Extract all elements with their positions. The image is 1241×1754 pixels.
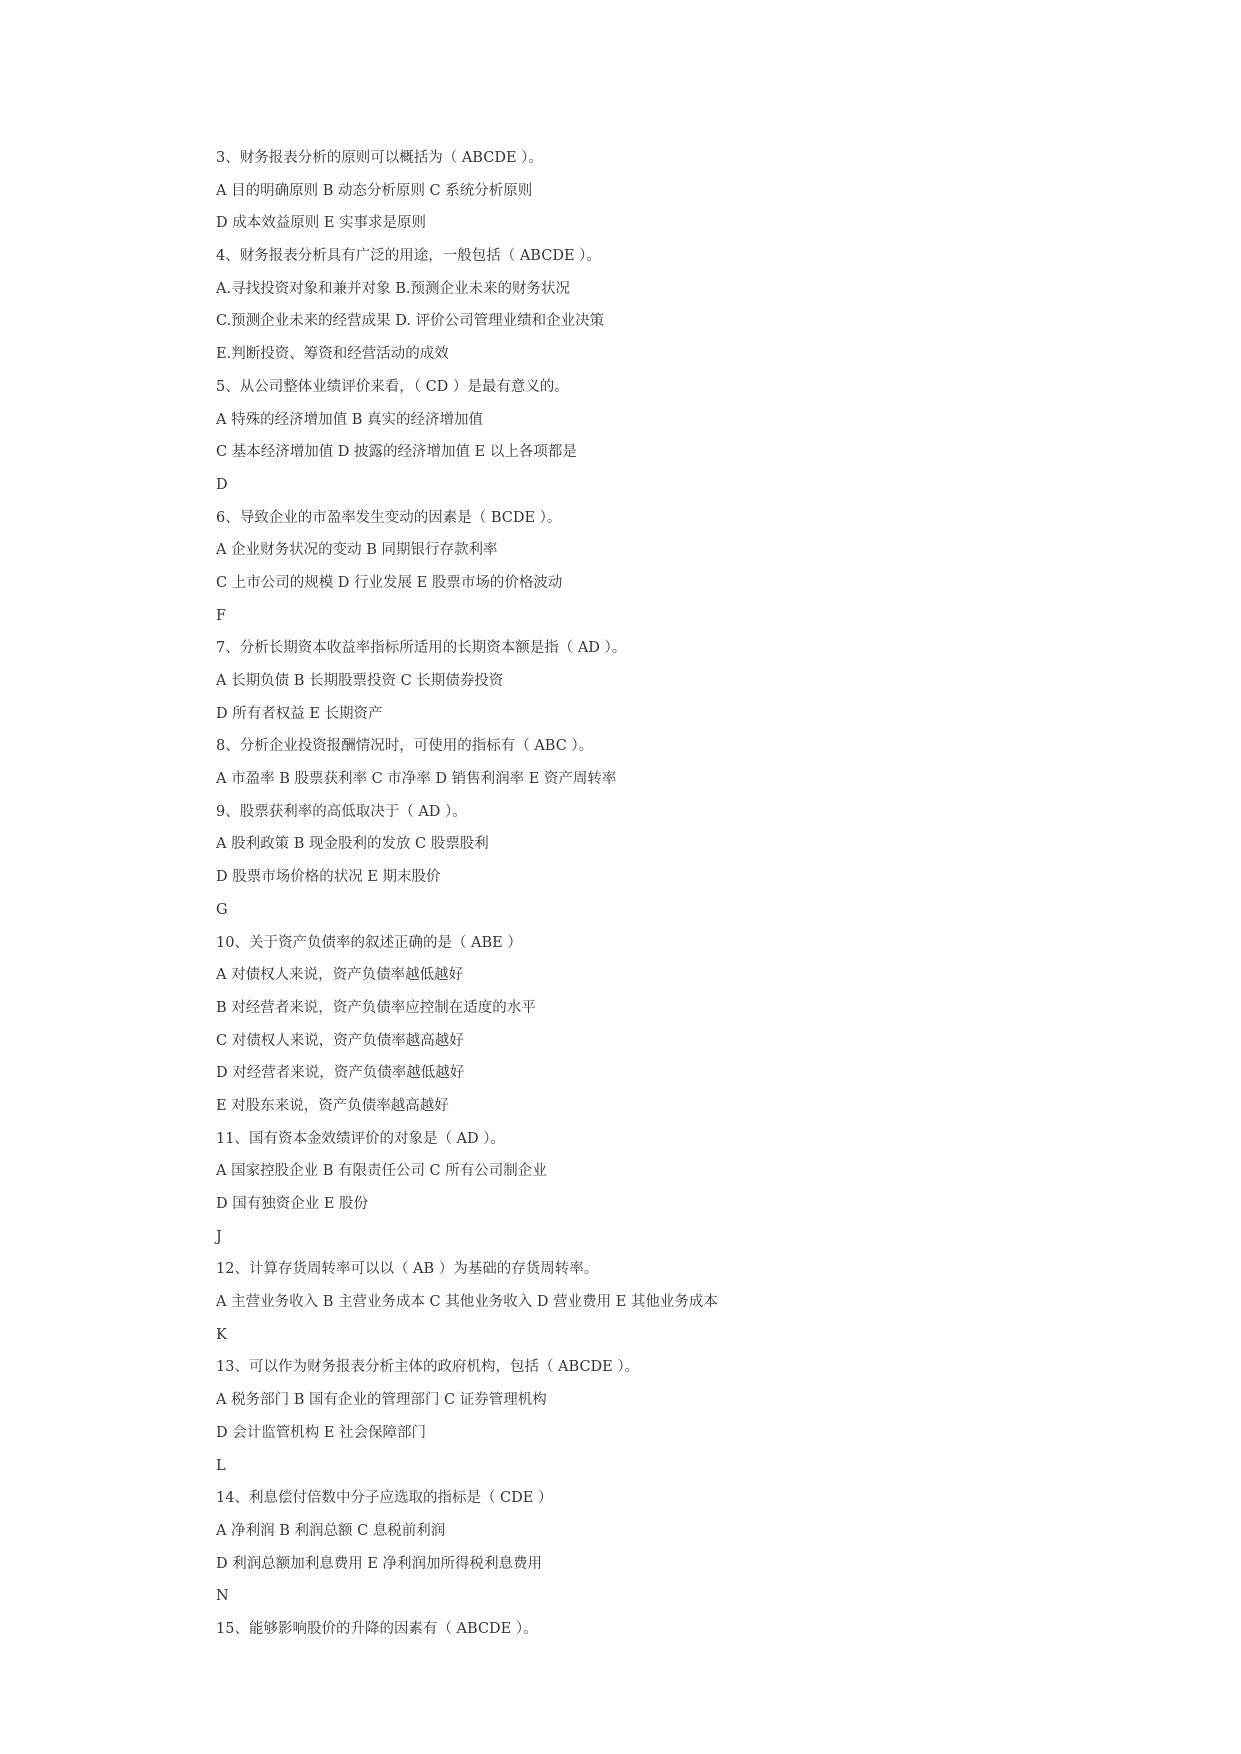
option-line: D 会计监管机构 E 社会保障部门 [216,1424,427,1441]
section-letter: F [216,607,227,624]
option-line: A 国家控股企业 B 有限责任公司 C 所有公司制企业 [216,1163,547,1180]
option-line: D 股票市场价格的状况 E 期末股价 [216,869,441,886]
question-6: 6、导致企业的市盈率发生变动的因素是（ BCDE ）。 [216,509,562,526]
question-15: 15、能够影响股价的升降的因素有（ ABCDE ）。 [216,1620,538,1637]
option-line: A 企业财务状况的变动 B 同期银行存款利率 [216,542,498,559]
option-line: A 净利润 B 利润总额 C 息税前利润 [216,1522,446,1539]
option-line: A.寻找投资对象和兼并对象 B.预测企业未来的财务状况 [216,280,570,297]
question-10: 10、关于资产负债率的叙述正确的是（ ABE ） [216,934,522,951]
option-line: C 对债权人来说，资产负债率越高越好 [216,1032,464,1049]
question-12: 12、计算存货周转率可以以（ AB ）为基础的存货周转率。 [216,1261,599,1278]
question-8: 8、分析企业投资报酬情况时，可使用的指标有（ ABC ）。 [216,738,594,755]
section-letter: L [216,1457,226,1474]
question-5: 5、从公司整体业绩评价来看，（ CD ）是最有意义的。 [216,378,569,395]
section-letter: N [216,1588,229,1605]
section-letter: J [216,1228,222,1245]
question-11: 11、国有资本金效绩评价的对象是（ AD ）。 [216,1130,506,1147]
option-line: D 利润总额加利息费用 E 净利润加所得税利息费用 [216,1555,543,1572]
question-13: 13、可以作为财务报表分析主体的政府机构，包括（ ABCDE ）。 [216,1359,640,1376]
option-line: A 主营业务收入 B 主营业务成本 C 其他业务收入 D 营业费用 E 其他业务成本 [216,1294,718,1311]
option-line: D 所有者权益 E 长期资产 [216,705,383,722]
option-line: A 对债权人来说，资产负债率越低越好 [216,967,464,984]
option-line: A 税务部门 B 国有企业的管理部门 C 证券管理机构 [216,1392,547,1409]
option-line: B 对经营者来说，资产负债率应控制在适度的水平 [216,999,536,1016]
option-line: C.预测企业未来的经营成果 D. 评价公司管理业绩和企业决策 [216,313,605,330]
option-line: D 成本效益原则 E 实事求是原则 [216,215,427,232]
option-line: A 长期负债 B 长期股票投资 C 长期债券投资 [216,673,504,689]
section-letter: D [216,476,228,493]
option-line: A 股利政策 B 现金股利的发放 C 股票股利 [216,836,489,853]
question-3: 3、财务报表分析的原则可以概括为（ ABCDE ）。 [216,150,543,166]
option-line: E 对股东来说，资产负债率越高越好 [216,1097,449,1114]
option-line: C 上市公司的规模 D 行业发展 E 股票市场的价格波动 [216,574,563,591]
document-body [216,152,1116,1656]
question-4: 4、财务报表分析具有广泛的用途，一般包括（ ABCDE ）。 [216,248,601,265]
section-letter: G [216,901,228,918]
question-7: 7、分析长期资本收益率指标所适用的长期资本额是指（ AD ）。 [216,640,627,657]
option-line: A 市盈率 B 股票获利率 C 市净率 D 销售利润率 E 资产周转率 [216,771,617,788]
option-line: D 国有独资企业 E 股份 [216,1196,369,1212]
option-line: C 基本经济增加值 D 披露的经济增加值 E 以上各项都是 [216,444,577,461]
option-line: E.判断投资、筹资和经营活动的成效 [216,346,449,363]
section-letter: K [216,1326,227,1343]
question-14: 14、利息偿付倍数中分子应选取的指标是（ CDE ） [216,1490,553,1507]
question-9: 9、股票获利率的高低取决于（ AD ）。 [216,803,467,820]
option-line: A 目的明确原则 B 动态分析原则 C 系统分析原则 [216,182,533,199]
option-line: D 对经营者来说，资产负债率越低越好 [216,1065,465,1082]
option-line: A 特殊的经济增加值 B 真实的经济增加值 [216,411,483,428]
